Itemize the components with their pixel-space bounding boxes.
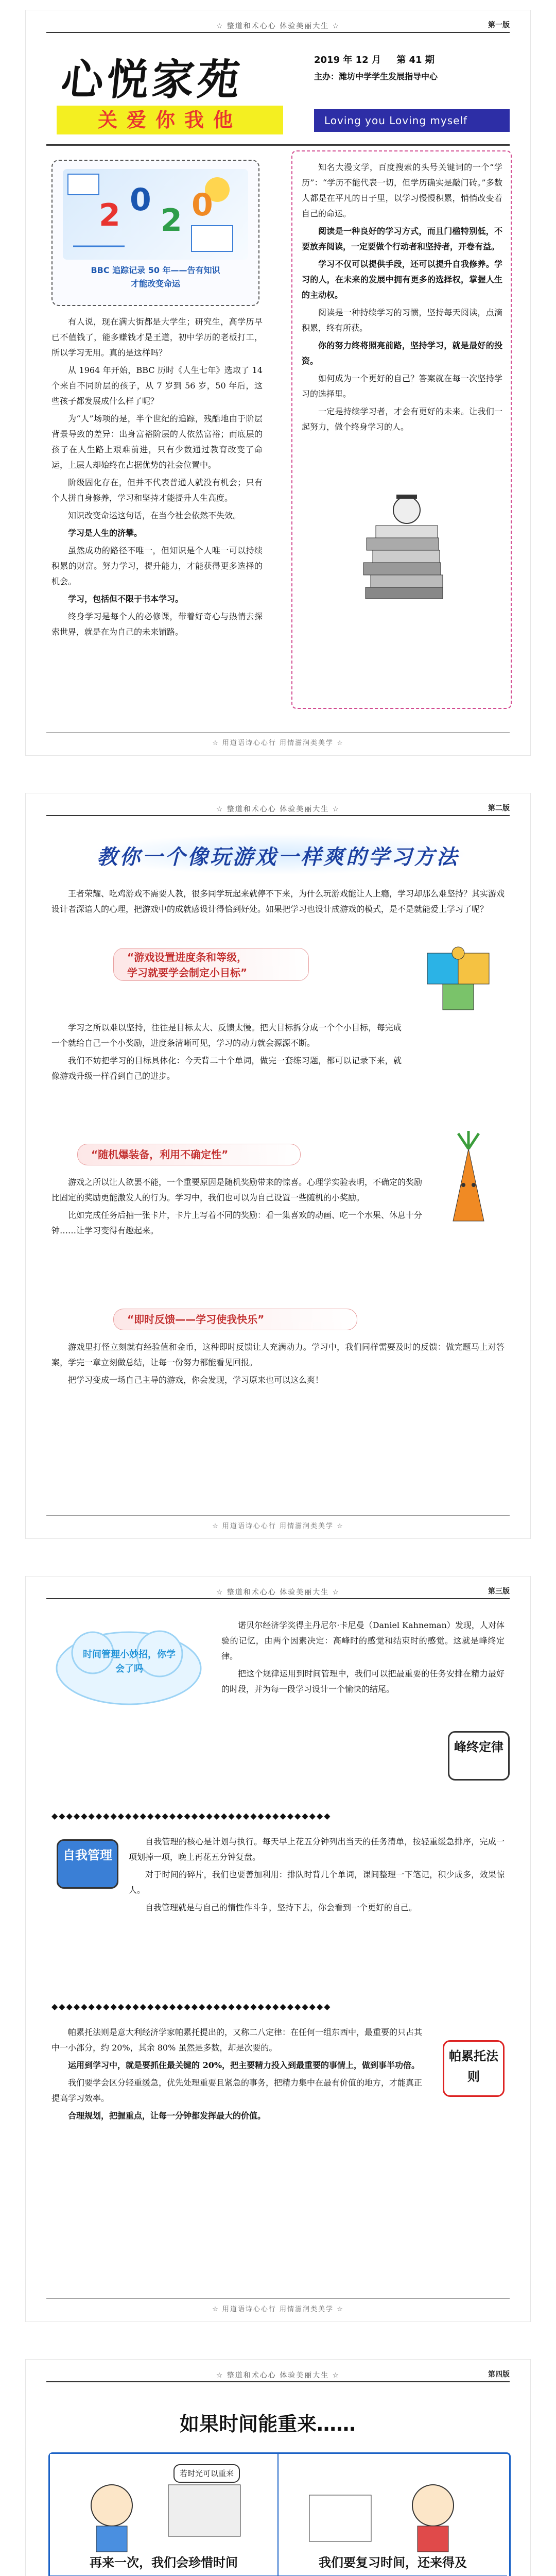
issue-info	[314, 53, 435, 66]
paragraph: 知识改变命运这句话，在当今社会依然不失效。	[68, 511, 241, 520]
highlight: 你的努力终将照亮前路，坚持学习，就是最好的投资。	[302, 341, 502, 366]
header-text: ☆ 整道和术心心 体验美丽大生 ☆	[216, 2371, 340, 2380]
paragraph: 虽然成功的路径不唯一，但知识是个人唯一可以持续积累的财富。努力学习，提升能力，才能获得更多选择的机会。	[51, 546, 263, 586]
puzzle-illustration	[417, 938, 505, 1015]
paragraph: 为“人”场项的是，半个世纪的追踪，残酷地由于阶层背景导致的差异：出身富裕阶层的人依然富裕；而底层的孩子在人生路上艰难前进，只有少数通过教育改变了命运，上层人却始终在占据优势的社会位置中。	[51, 414, 263, 470]
badge-self-management: 自我管理	[57, 1839, 118, 1889]
paragraph: 游戏里打怪立刻就有经验值和金币，这种即时反馈让人充满动力。学习中，我们同样需要及时的反馈：做完题马上对答案，学完一章立刻做总结，让每一份努力都能看见回报。	[51, 1342, 505, 1367]
page-number: 第三版	[488, 1587, 510, 1596]
badge-pareto: 帕累托法则	[443, 2040, 505, 2097]
banner-line: “游戏设置进度条和等级，	[127, 951, 248, 963]
bbc-number: 0	[192, 187, 213, 223]
header-text: ☆ 整道和术心心 体验美丽大生 ☆	[216, 1588, 340, 1597]
masthead-slogan: 关爱你我他	[57, 106, 283, 134]
divider-row	[51, 1808, 505, 1826]
right-column	[302, 160, 502, 437]
paragraph: 阅读是一种持续学习的习惯，坚持每天阅读，点滴积累，终有所获。	[302, 308, 502, 333]
diamond-divider: ◆◆◆◆◆◆◆◆◆◆◆◆◆◆◆◆◆◆◆◆◆◆◆◆◆◆◆◆◆◆◆◆◆◆◆◆◆◆	[51, 2002, 332, 2011]
bbc-number: 0	[130, 182, 151, 218]
paragraph: 比如完成任务后抽一张卡片，卡片上写着不同的奖励：看一集喜欢的动画、吃一个水果、休息十分钟……让学习变得有趣起来。	[51, 1210, 423, 1235]
page-number: 第一版	[488, 21, 510, 29]
paragraph: 终身学习是每个人的必修课，带着好奇心与热情去探索世界，就是在为自己的未来铺路。	[51, 612, 263, 637]
footer-text: ☆ 用道语诗心心行 用情滋润类美学 ☆	[212, 1522, 344, 1530]
panel-illustration	[50, 2454, 279, 2557]
bbc-caption	[63, 264, 248, 291]
page-3	[26, 1577, 530, 2321]
page-number: 第四版	[488, 2370, 510, 2379]
page-header	[46, 803, 510, 816]
intro	[221, 1618, 505, 1699]
section-banner: “随机爆装备，利用不确定性”	[77, 1144, 301, 1165]
section-1-body	[51, 1020, 402, 1086]
issue-number: 第 41 期	[396, 55, 435, 65]
header-text: ☆ 整道和术心心 体验美丽大生 ☆	[216, 805, 340, 814]
cloud-text: 时间管理小妙招，你学会了吗	[83, 1649, 176, 1674]
comic-panel	[50, 2454, 279, 2576]
comic-grid	[48, 2452, 511, 2576]
diamond-divider: ◆◆◆◆◆◆◆◆◆◆◆◆◆◆◆◆◆◆◆◆◆◆◆◆◆◆◆◆◆◆◆◆◆◆◆◆◆◆	[51, 1811, 332, 1821]
page-header	[46, 2369, 510, 2382]
paragraph: 把这个规律运用到时间管理中，我们可以把最重要的任务安排在精力最好的时段，并为每一段学习设计一个愉快的结尾。	[221, 1669, 505, 1694]
highlight: 学习，包括但不限于书本学习。	[68, 594, 184, 604]
carrot-illustration	[438, 1128, 499, 1231]
bbc-illustration	[63, 169, 248, 260]
banner-line: 学习就要学会制定小目标”	[127, 967, 248, 979]
paragraph: 我们要学会区分轻重缓急，优先处理重要且紧急的事务，把精力集中在最有价值的地方，才能真正提高学习效率。	[51, 2078, 423, 2103]
paragraph: 把学习变成一场自己主导的游戏，你会发现，学习原来也可以这么爽！	[68, 1375, 324, 1385]
page-footer	[46, 737, 510, 747]
paragraph: 学习之所以难以坚持，往往是目标太大、反馈太慢。把大目标拆分成一个个小目标，每完成一个就给自己一个小奖励，进度条清晰可见，学习的动力就会源源不断。	[51, 1023, 402, 1048]
header-text: ☆ 整道和术心心 体验美丽大生 ☆	[216, 22, 340, 30]
books-illustration	[335, 474, 468, 629]
panel-illustration	[279, 2454, 507, 2557]
page-title: 教你一个像玩游戏一样爽的学习方法	[97, 845, 459, 869]
bbc-caption-line: BBC 追踪记录 50 年——告有知识	[91, 265, 220, 275]
highlight: 阅读是一种良好的学习方式，而且门槛特别低，不要放弃阅读，一定要做个行动者和坚持者，开卷有益。	[302, 226, 502, 251]
bbc-number: 2	[161, 202, 182, 239]
paragraph: 诺贝尔经济学奖得主丹尼尔·卡尼曼（Daniel Kahneman）发现，人对体验的记忆，由两个因素决定：高峰时的感觉和结束时的感觉。这就是峰终定律。	[221, 1620, 505, 1661]
page-footer	[46, 2303, 510, 2313]
page-number: 第二版	[488, 804, 510, 812]
bbc-caption-line: 才能改变命运	[130, 279, 180, 289]
highlight: 学习不仅可以提供手段，还可以提升自我修养。学习的人，在未来的发展中拥有更多的选择权，掌握人生的主动权。	[302, 259, 502, 300]
paragraph: 从 1964 年开始，BBC 历时《人生七年》选取了 14 个来自不同阶层的孩子，从 7 岁到 56 岁，50 年后，这些孩子都发展成什么样了呢？	[51, 365, 263, 406]
page-footer	[46, 1520, 510, 1530]
paragraph: 对于时间的碎片，我们也要善加利用：排队时背几个单词，课间整理一下笔记，积少成多，效果惊人。	[129, 1870, 505, 1895]
page-title: 如果时间能重来……	[179, 2413, 356, 2435]
title-backdrop	[88, 834, 468, 875]
page-2	[26, 793, 530, 1538]
paragraph: 自我管理就是与自己的惰性作斗争，坚持下去，你会看到一个更好的自己。	[145, 1903, 418, 1912]
paragraph: 有人说，现在满大街都是大学生；研究生，高学历早已不值钱了，能多赚钱才是王道，初中学历的老板打工，所以学习无用。真的是这样吗？	[51, 317, 263, 358]
badge-peak-end: 峰终定律	[448, 1731, 510, 1781]
comic-panel	[279, 2454, 507, 2576]
bbc-number: 2	[99, 197, 120, 233]
sponsor: 主办：潍坊中学学生发展指导中心	[314, 72, 438, 81]
divider-row	[51, 1999, 505, 2016]
footer-text: ☆ 用道语诗心心行 用情滋润类美学 ☆	[212, 739, 344, 747]
section-2-body	[51, 1175, 422, 1241]
section-banner	[113, 948, 309, 981]
paragraph: 王者荣耀、吃鸡游戏不需要人教，很多同学玩起来就停不下来，为什么玩游戏能让人上瘾，学习却那么难坚持？其实游戏设计者深谙人的心理，把游戏中的成就感设计得恰到好处。如果把学习也设计成游戏的模式，是不是就能爱上学习了呢？	[51, 889, 505, 914]
numbers-illustration	[63, 169, 248, 260]
highlight: 学习是人生的济攀。	[68, 528, 143, 538]
section-3-body	[51, 1340, 505, 1390]
left-column	[51, 314, 263, 642]
section-2-body	[129, 1834, 505, 1918]
highlight: 合理规划，把握重点，让每一分钟都发挥最大的价值。	[68, 2111, 266, 2121]
page-header	[46, 1586, 510, 1599]
paragraph: 一定是持续学习者，才会有更好的未来。让我们一起努力，做个终身学习的人。	[302, 406, 502, 432]
panel-caption: 再来一次，我们会珍惜时间	[90, 2555, 238, 2570]
intro	[51, 886, 505, 919]
page-1	[26, 10, 530, 755]
cloud-title	[51, 1617, 206, 1715]
speech-bubble: 若时光可以重来	[173, 2464, 240, 2483]
paragraph: 我们不妨把学习的目标具体化：今天背二十个单词，做完一套练习题，都可以记录下来，就像游戏升级一样看到自己的进步。	[51, 1056, 402, 1081]
section-banner: “即时反馈——学习使我快乐”	[113, 1309, 357, 1330]
motto-banner: Loving you Loving myself	[314, 109, 510, 132]
issue-date: 2019 年 12 月	[314, 55, 381, 65]
bbc-feature-box	[51, 160, 259, 306]
panel-caption: 我们要复习时间，还来得及	[319, 2555, 467, 2570]
section-3-body	[51, 2025, 422, 2126]
highlight: 运用到学习中，就是要抓住最关键的 20%，把主要精力投入到最重要的事情上，做到事半功倍。	[68, 2060, 420, 2070]
page-header	[46, 20, 510, 33]
footer-text: ☆ 用道语诗心心行 用情滋润类美学 ☆	[212, 2306, 344, 2313]
paragraph: 帕累托法则是意大利经济学家帕累托提出的，又称二八定律：在任何一组东西中，最重要的只占其中一小部分，约 20%，其余 80% 虽然是多数，却是次要的。	[51, 2027, 423, 2053]
divider	[46, 144, 510, 146]
paragraph: 知名大漫文学，百度搜索的头号关键词的一个“学历”：“学历不能代表一切，但学历确实是敲门砖。”多数人都是在平凡的日子里，以学习慢慢积累，悄悄改变着自己的命运。	[302, 162, 502, 218]
masthead-title: 心悦家苑	[59, 55, 246, 105]
paragraph: 游戏之所以让人欲罢不能，一个重要原因是随机奖励带来的惊喜。心理学实验表明，不确定的奖励比固定的奖励更能激发人的行为。学习中，我们也可以为自己设置一些随机的小奖励。	[51, 1177, 423, 1202]
paragraph: 阶级固化存在，但并不代表普通人就没有机会；只有个人拼自身修养，学习和坚持才能提升人生高度。	[51, 478, 263, 503]
paragraph: 如何成为一个更好的自己？答案就在每一次坚持学习的选择里。	[302, 374, 502, 399]
page-4	[26, 2360, 530, 2576]
paragraph: 自我管理的核心是计划与执行。每天早上花五分钟列出当天的任务清单，按轻重缓急排序，完成一项划掉一项，晚上再花五分钟复盘。	[129, 1837, 505, 1862]
